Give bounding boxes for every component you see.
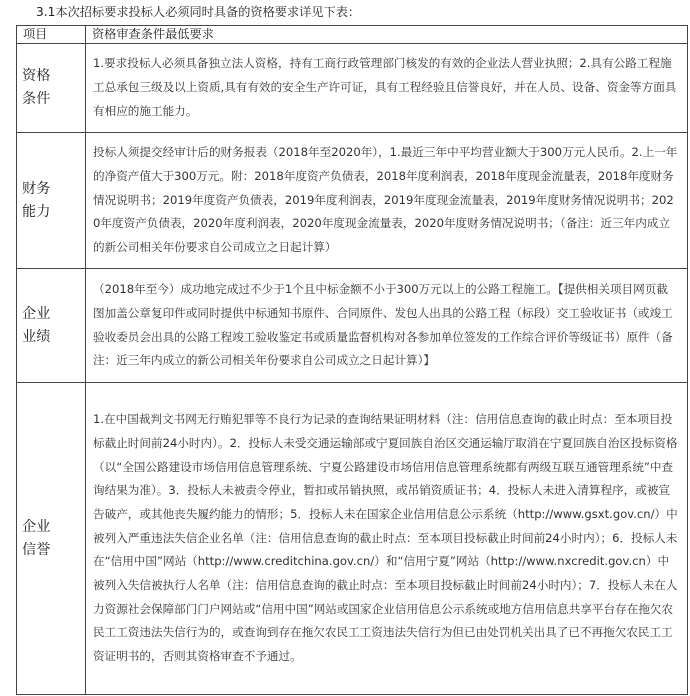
row-label-line: 能力 xyxy=(22,203,51,220)
row-label-line: 信誉 xyxy=(22,541,51,558)
row-content-performance xyxy=(86,269,688,383)
row-content-credibility xyxy=(86,383,688,695)
row-label-credibility xyxy=(17,383,86,695)
section-heading: 3.1本次招标要求投标人必须同时具备的资格要求详见下表： xyxy=(36,5,361,19)
table-row-credibility xyxy=(17,383,688,695)
row-label-line: 资格 xyxy=(22,68,51,84)
row-label-line: 企业 xyxy=(22,518,51,535)
row-label-line: 企业 xyxy=(22,305,51,322)
row-label-performance xyxy=(17,269,86,383)
requirement-text: （2018年至今）成功地完成过不少于1个且中标金额不小于300万元以上的公路工程施工。【提供相关项目网页截图加盖公章复印件或同时提供中标通知书原件、合同原件、发包人出具的公路工程（标段）交工验收证书（或竣工验收委员会出具的公路工程竣工验收鉴定书或质量监督机构对各参加单位签发的工作综合评价等级证书）原件（备注：近三年内成立的新公司相关年份要求自公司成立之日起计算）】 xyxy=(93,282,673,368)
table-row-performance xyxy=(17,269,688,383)
row-content-financial xyxy=(86,133,688,269)
row-content-qualification xyxy=(86,44,688,133)
row-label-line: 条件 xyxy=(22,91,51,107)
table-header-row xyxy=(17,26,688,44)
row-label-qualification xyxy=(17,44,86,133)
header-requirement-column: 资格审查条件最低要求 xyxy=(86,26,688,44)
requirement-text: 1.在中国裁判文书网无行贿犯罪等不良行为记录的查询结果证明材料（注：信用信息查询的截止时点：至本项目投标截止时间前24小时内）。2．投标人未受交通运输部或宁夏回族自治区交通运输厅取消在宁夏回族自治区投标资格（以“全国公路建设市场信用信息管理系统、宁夏公路建设市场信用信息管理系统都有两级互联互通管理系统”中查询结果为准）。3．投标人未被责令停业，暂扣或吊销执照，或吊销资质证书；4．投标人未进入清算程序，或被宣告破产，或其他丧失履约能力的情形；5．投标人未在国家企业信用信息公示系统（http://www.gsxt.gov.cn/）中被列入严重违法失信企业名单（注：信用信息查询的截止时点：至本项目投标截止时间前24小时内）；6．投标人未在“信用中国”网站（http://www.creditchina.gov.cn/）和“信用宁夏”网站（http://www.nxcredit.gov.cn）中被列入失信被执行人名单（注：信用信息查询的截止时点：至本项目投标截止时间前24小时内）；7．投标人未在人力资源社会保障部门门户网站或“信用中国”网站或国家企业信用信息公示系统或地方信用信息共享平台存在拖欠农民工工资违法失信行为的，或查询到存在拖欠农民工工资违法失信行为但已由处罚机关出具了已不再拖欠农民工工资证明书的，否则其资格审查不予通过。 xyxy=(93,412,678,664)
header-item-column: 项目 xyxy=(17,26,86,44)
qualification-requirements-table xyxy=(16,25,688,695)
table-row-qualification xyxy=(17,44,688,133)
requirement-text: 投标人须提交经审计后的财务报表（2018年至2020年），1.最近三年中平均营业额大于300万元人民币。2.上一年的净资产值大于300万元。附：2018年度资产负债表，2018年度利润表，2018年度现金流量表，2018年度财务情况说明书；2019年度资产负债表，2019年度利润表，2019年度现金流量表，2019年度财务情况说明书；2020年度资产负债表，2020年度利润表，2020年度现金流量表，2020年度财务情况说明书；（备注：近三年内成立的新公司相关年份要求自公司成立之日起计算） xyxy=(93,145,678,255)
table-row-financial xyxy=(17,133,688,269)
row-label-line: 业绩 xyxy=(22,328,51,345)
row-label-line: 财务 xyxy=(22,180,51,197)
row-label-financial xyxy=(17,133,86,269)
requirement-text: 1.要求投标人必须具备独立法人资格，持有工商行政管理部门核发的有效的企业法人营业执照；2.具有公路工程施工总承包三级及以上资质,具有有效的安全生产许可证，具有工程经验且信誉良好，并在人员、设备、资金等方面具有相应的施工能力。 xyxy=(93,56,677,118)
